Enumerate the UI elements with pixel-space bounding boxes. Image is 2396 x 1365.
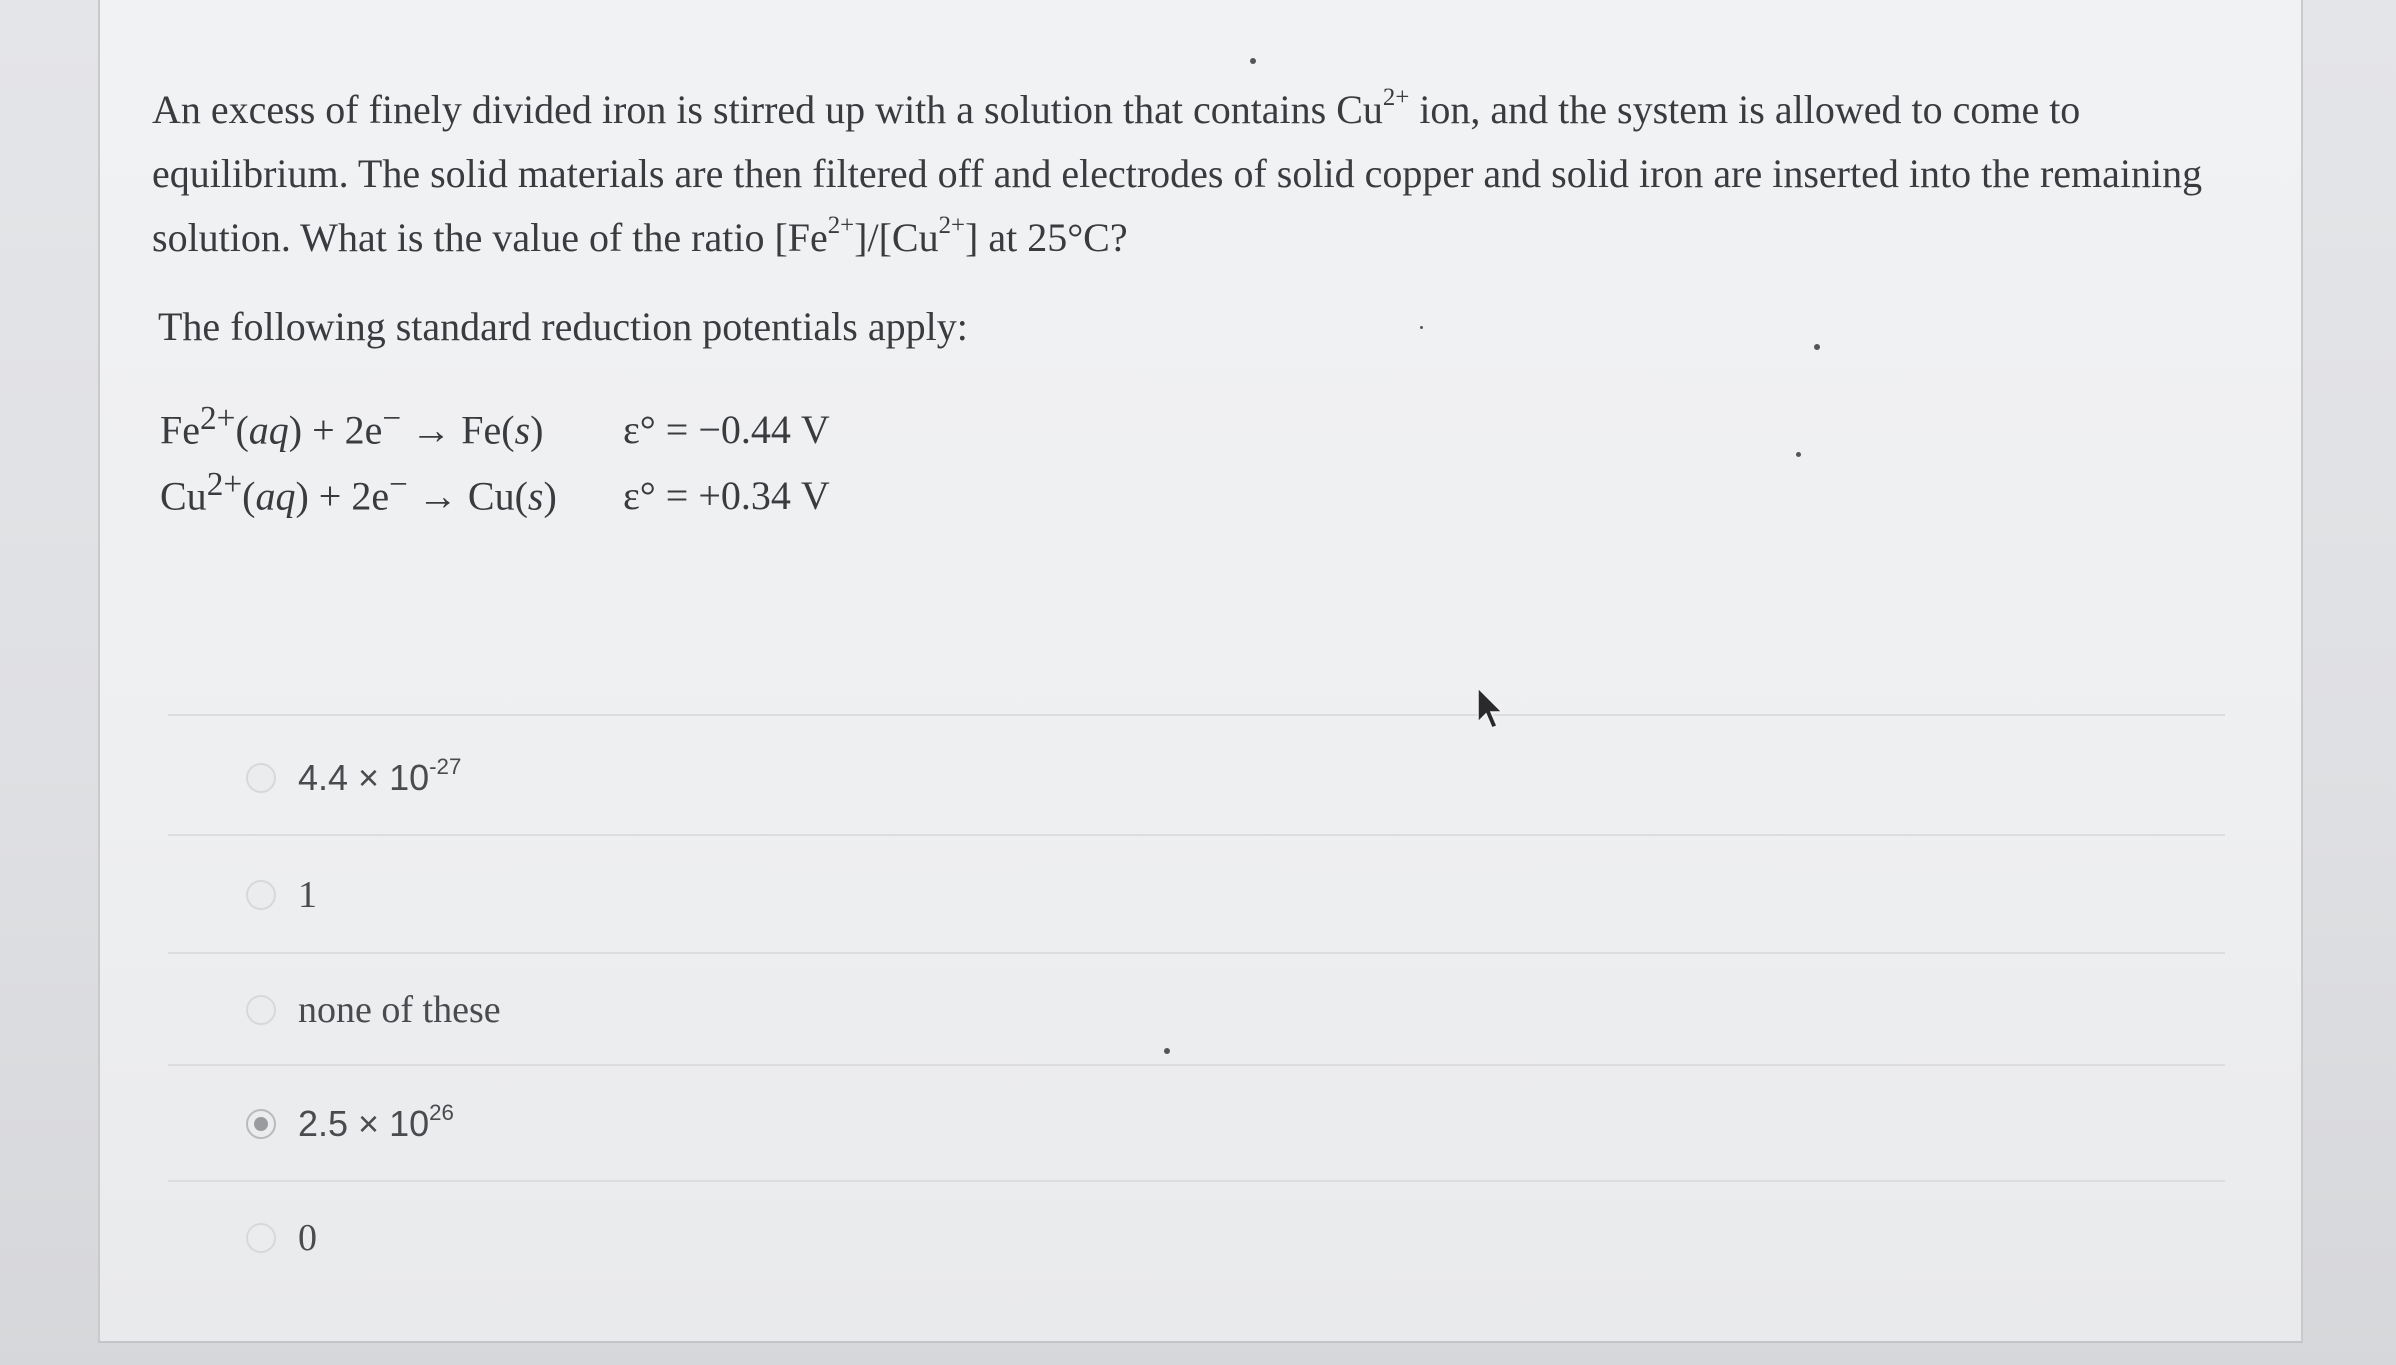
reduction-equation-copper	[160, 466, 830, 519]
option-divider	[168, 1064, 2225, 1066]
screen-speck	[1814, 344, 1820, 350]
answer-option-1[interactable]	[246, 748, 461, 808]
radio-button[interactable]	[246, 763, 276, 793]
screen-speck	[1796, 452, 1801, 457]
equation-reaction: $Cu^{2+}(aq) + 2e^- \to Cu(s)$	[160, 466, 557, 519]
equation-potential: ε° = +0.34 V	[623, 473, 830, 519]
screen-speck	[1164, 1048, 1170, 1054]
mouse-pointer-icon	[1474, 686, 1510, 734]
answer-option-4[interactable]	[246, 1094, 454, 1154]
radio-button[interactable]	[246, 1223, 276, 1253]
option-label: 0	[298, 1217, 317, 1259]
question-text: An excess of finely divided iron is stirred up with a solution that contains $Cu^{2+}$ ion, and the system is allowed to come to equilibrium. The solid materials are then filtered off and electrodes of solid copper and solid iron are inserted into the remaining solution. What is the value of the ratio $[Fe^{2+}]/[Cu^{2+}]$ at 25°C?	[152, 83, 2203, 260]
option-label: none of these	[298, 989, 501, 1031]
answer-option-5[interactable]	[246, 1208, 317, 1268]
equation-potential: ε° = −0.44 V	[623, 407, 830, 453]
option-divider	[168, 952, 2225, 954]
answer-option-3[interactable]	[246, 980, 501, 1040]
potentials-intro: The following standard reduction potentials apply:	[158, 304, 968, 349]
radio-button[interactable]	[246, 995, 276, 1025]
equation-reaction: $Fe^{2+}(aq) + 2e^- \to Fe(s)$	[160, 400, 544, 453]
screen-speck	[1420, 326, 1423, 329]
answer-option-2[interactable]	[246, 865, 317, 925]
option-label: $2.5 \times 10^{26}$	[298, 1099, 454, 1144]
option-divider	[168, 834, 2225, 836]
option-divider	[168, 714, 2225, 716]
screen-speck	[1250, 58, 1256, 64]
radio-button[interactable]	[246, 880, 276, 910]
reduction-equation-iron	[160, 400, 830, 453]
option-label: $4.4 \times 10^{-27}$	[298, 753, 462, 798]
option-label: 1	[298, 874, 317, 916]
radio-button-selected[interactable]	[246, 1109, 276, 1139]
option-divider	[168, 1180, 2225, 1182]
